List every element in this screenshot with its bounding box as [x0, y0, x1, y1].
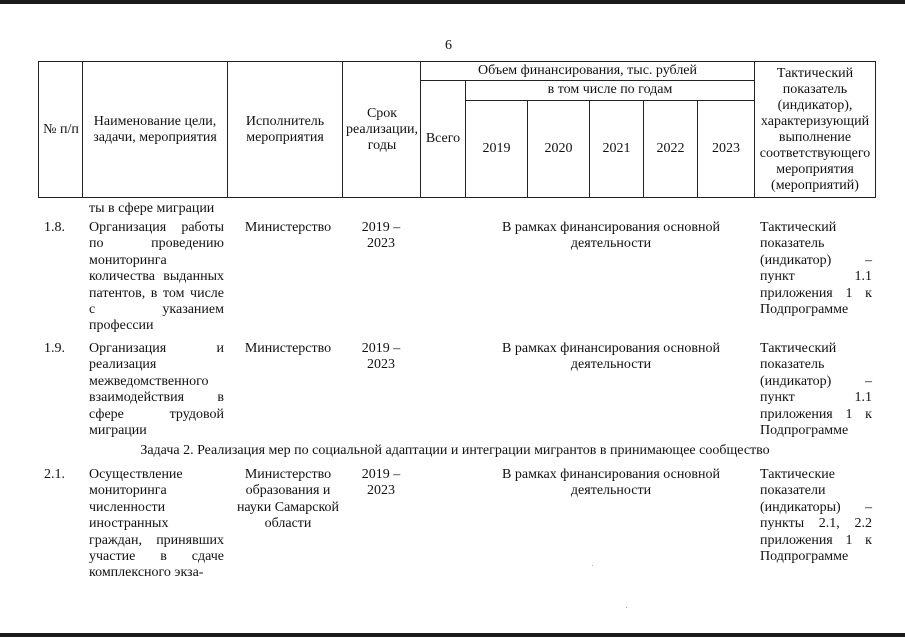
row-indicator: Тактические показатели (индикаторы) – пункты 2.1, 2.2 приложения 1 к Подпрограмме	[760, 467, 872, 565]
header-executor: Исполнитель мероприятия	[245, 113, 325, 145]
task-heading: Задача 2. Реализация мер по социальной адаптации и интеграции мигрантов в принимающее сообщество	[140, 443, 770, 458]
continuation-text: ты в сфере миграции	[89, 201, 215, 216]
row-financing: В рамках финансирования основной деятельности	[502, 467, 720, 499]
row-term: 2019 – 2023	[361, 467, 401, 499]
header-total: Всего	[425, 131, 461, 146]
row-name: Осуществление мониторинга численности иностранных граждан, принявших участие в сдаче комплексного экза-	[89, 467, 224, 581]
table-header	[38, 61, 876, 198]
page-number: 6	[445, 38, 452, 53]
row-num: 1.9.	[44, 341, 65, 356]
row-financing: В рамках финансирования основной деятельности	[502, 341, 720, 373]
header-financing: Объем финансирования, тыс. рублей	[477, 62, 698, 78]
row-term: 2019 – 2023	[361, 220, 401, 252]
header-year: 2022	[656, 141, 685, 156]
row-indicator: Тактический показатель (индикатор) – пункт 1.1 приложения 1 к Подпрограмме	[760, 341, 872, 439]
header-year: 2019	[482, 141, 511, 156]
header-year: 2021	[602, 141, 631, 156]
row-name: Организация и реализация межведомственного взаимодействия в сфере трудовой миграции	[89, 341, 224, 439]
row-financing: В рамках финансирования основной деятельности	[502, 220, 720, 252]
row-num: 1.8.	[44, 220, 65, 235]
row-term: 2019 – 2023	[361, 341, 401, 373]
row-executor: Министерство	[244, 341, 332, 356]
row-num: 2.1.	[44, 467, 65, 482]
scan-speck	[626, 607, 627, 608]
header-term: Срок реализации, годы	[346, 105, 418, 153]
row-name: Организация работы по проведению мониторинга количества выданных патентов, в том числе с указанием профессии	[89, 220, 224, 334]
row-executor: Министерство	[244, 220, 332, 235]
header-name: Наименование цели, задачи, мероприятия	[93, 113, 217, 145]
header-by-years: в том числе по годам	[547, 82, 673, 97]
top-rule	[0, 0, 905, 4]
row-indicator: Тактический показатель (индикатор) – пункт 1.1 приложения 1 к Подпрограмме	[760, 220, 872, 318]
header-indicator: Тактический показатель (индикатор), характеризующий выполнение соответствующего мероприятия (мероприятий)	[759, 65, 871, 193]
header-year: 2023	[712, 141, 740, 156]
header-num: № п/п	[43, 121, 79, 137]
bottom-rule	[0, 633, 905, 637]
scan-speck	[592, 565, 593, 566]
header-year: 2020	[544, 141, 573, 156]
row-executor: Министерство образования и науки Самарской области	[236, 467, 340, 532]
